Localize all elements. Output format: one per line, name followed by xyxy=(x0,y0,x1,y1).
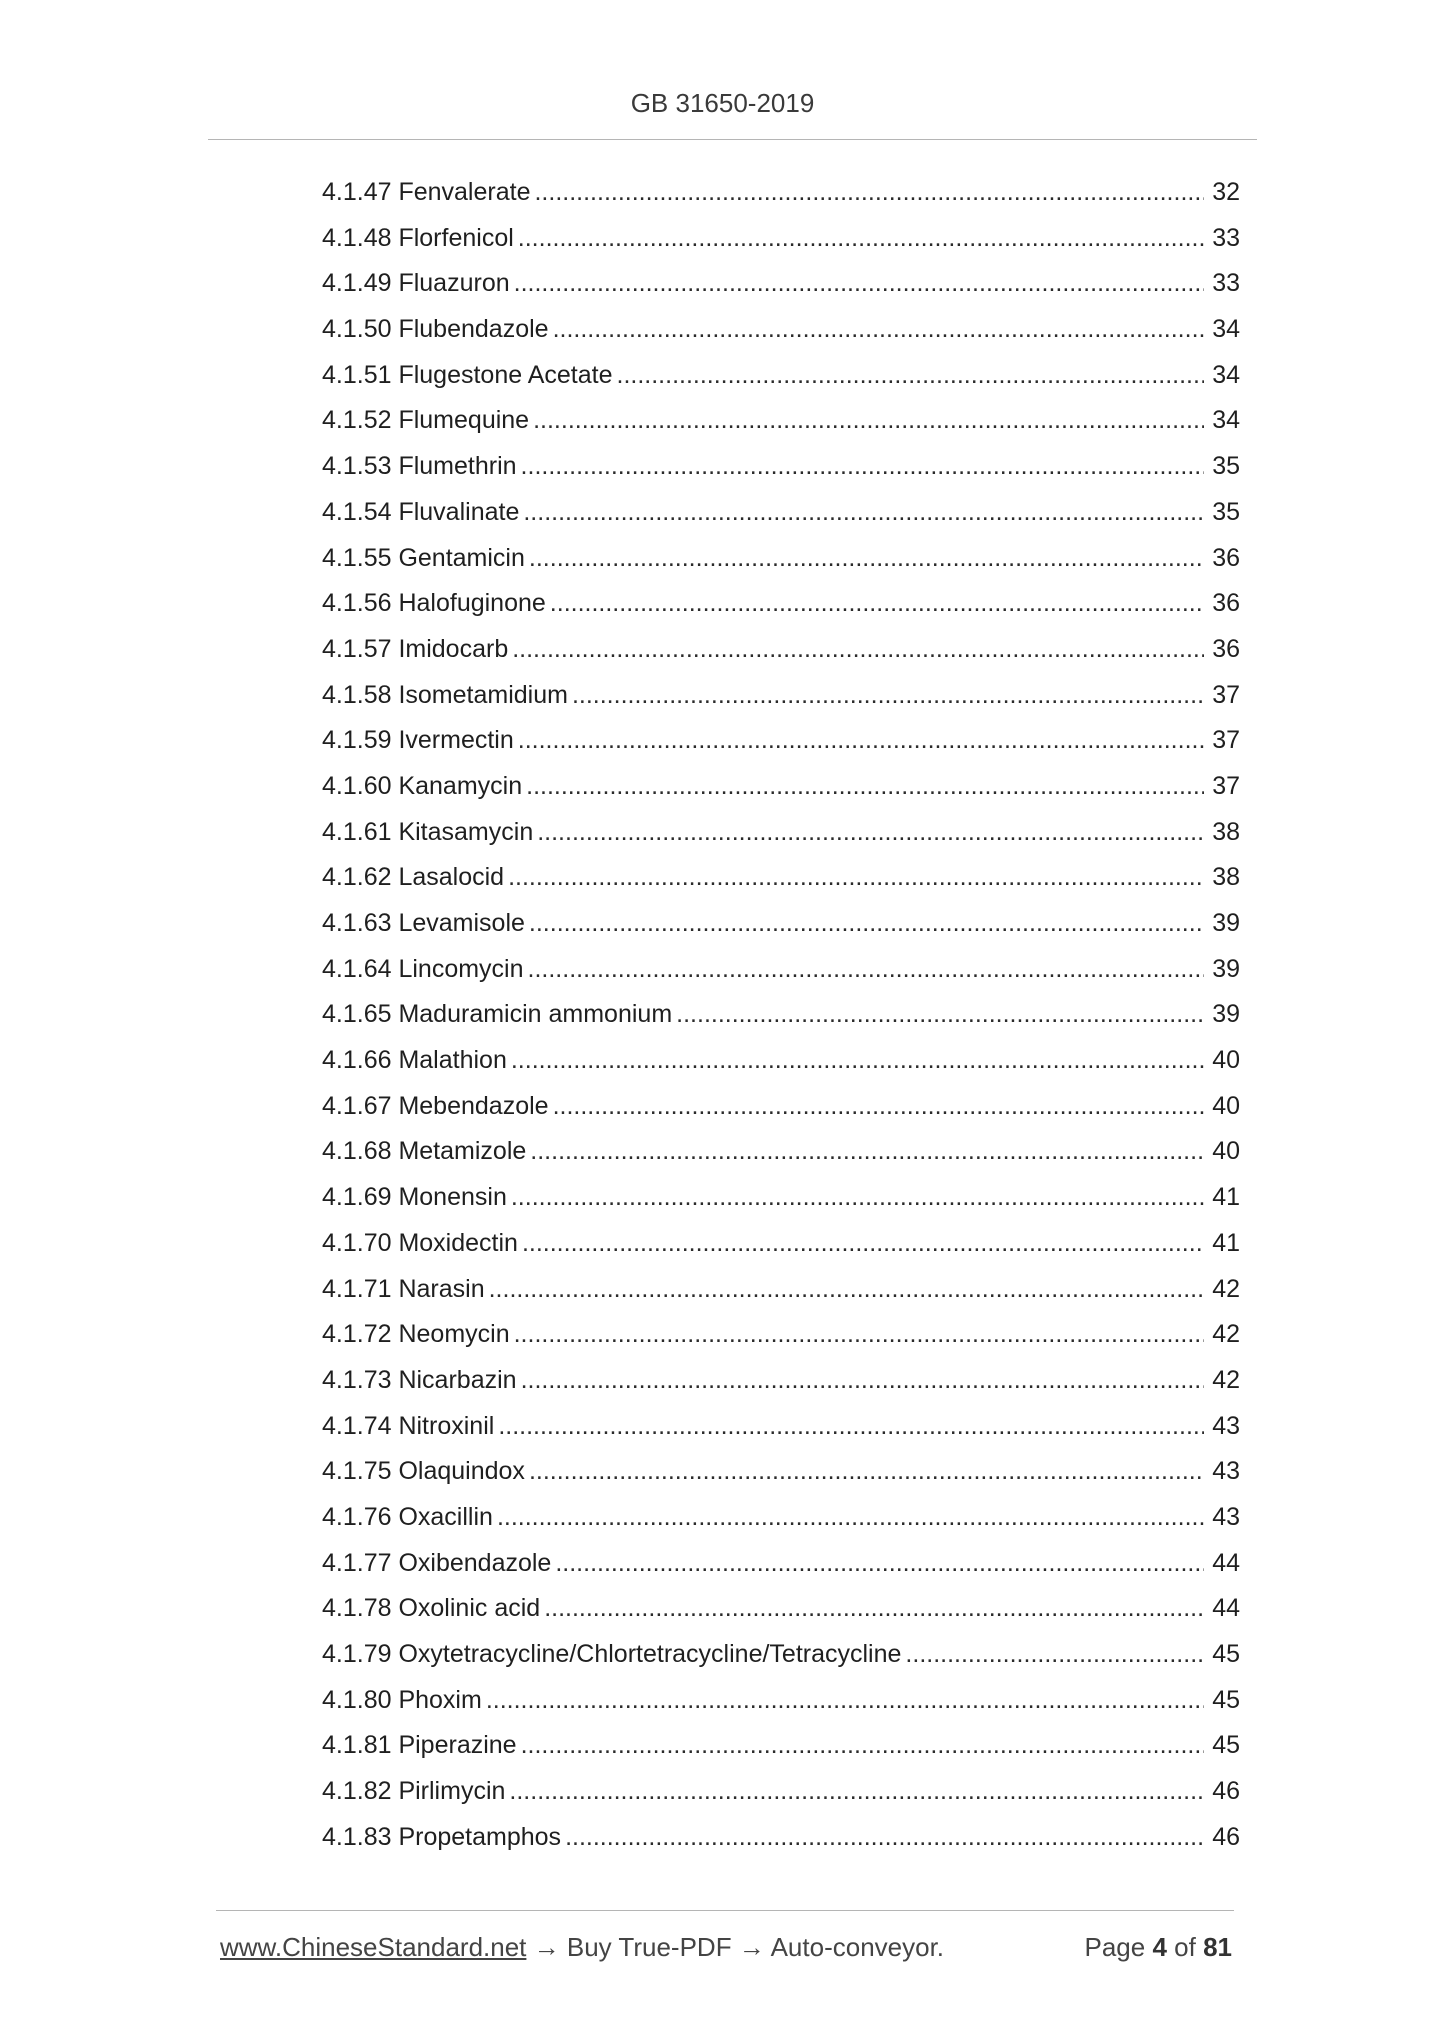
toc-entry[interactable] xyxy=(322,216,1240,262)
toc-entry-page: 46 xyxy=(1212,1777,1240,1806)
toc-leader-dots xyxy=(521,1723,1204,1769)
toc-entry[interactable] xyxy=(322,627,1240,673)
toc-entry[interactable] xyxy=(322,1723,1240,1769)
toc-leader-dots xyxy=(565,1815,1204,1861)
toc-entry-label: 4.1.79 Oxytetracycline/Chlortetracycline/Tetracycline xyxy=(322,1640,902,1668)
toc-entry[interactable] xyxy=(322,307,1240,353)
toc-entry[interactable] xyxy=(322,1404,1240,1450)
toc-leader-dots xyxy=(533,398,1204,444)
toc-entry[interactable] xyxy=(322,1358,1240,1404)
toc-leader-dots xyxy=(518,718,1204,764)
toc-entry-label: 4.1.59 Ivermectin xyxy=(322,726,514,755)
footer-source xyxy=(220,1932,944,1963)
toc-entry-label: 4.1.52 Flumequine xyxy=(322,406,530,435)
website-link[interactable]: www.ChineseStandard.net xyxy=(220,1932,527,1962)
toc-leader-dots xyxy=(572,673,1204,719)
toc-entry-label: 4.1.74 Nitroxinil xyxy=(322,1411,495,1440)
toc-leader-dots xyxy=(553,307,1204,353)
toc-entry[interactable] xyxy=(322,1632,1240,1678)
toc-leader-dots xyxy=(514,261,1204,307)
toc-leader-dots xyxy=(530,1129,1204,1175)
toc-entry-label: 4.1.71 Narasin xyxy=(322,1274,485,1303)
toc-entry-label: 4.1.69 Monensin xyxy=(322,1183,507,1212)
header-divider xyxy=(208,139,1257,140)
toc-entry[interactable] xyxy=(322,718,1240,764)
toc-entry-label: 4.1.76 Oxacillin xyxy=(322,1502,493,1531)
toc-entry-page: 37 xyxy=(1212,726,1240,755)
toc-entry-page: 35 xyxy=(1212,452,1240,481)
toc-entry-label: 4.1.50 Flubendazole xyxy=(322,315,549,344)
toc-entry-label: 4.1.67 Mebendazole xyxy=(322,1091,549,1120)
toc-entry[interactable] xyxy=(322,1449,1240,1495)
toc-leader-dots xyxy=(555,1541,1204,1587)
toc-entry[interactable] xyxy=(322,1815,1240,1861)
toc-leader-dots xyxy=(521,444,1204,490)
toc-entry-label: 4.1.77 Oxibendazole xyxy=(322,1548,552,1577)
page-of: of xyxy=(1174,1932,1196,1962)
toc-entry-page: 40 xyxy=(1212,1046,1240,1075)
page-total: 81 xyxy=(1203,1932,1232,1962)
toc-leader-dots xyxy=(522,1221,1204,1267)
toc-entry-page: 40 xyxy=(1212,1091,1240,1120)
toc-leader-dots xyxy=(550,581,1204,627)
toc-entry-page: 45 xyxy=(1212,1640,1240,1668)
toc-entry-label: 4.1.80 Phoxim xyxy=(322,1685,482,1714)
toc-leader-dots xyxy=(486,1678,1204,1724)
toc-entry[interactable] xyxy=(322,673,1240,719)
footer-divider xyxy=(216,1910,1234,1911)
toc-entry-page: 46 xyxy=(1212,1822,1240,1851)
toc-entry-label: 4.1.68 Metamizole xyxy=(322,1137,527,1166)
toc-entry-page: 33 xyxy=(1212,269,1240,298)
toc-entry[interactable] xyxy=(322,1267,1240,1313)
toc-entry[interactable] xyxy=(322,581,1240,627)
toc-leader-dots xyxy=(514,1312,1204,1358)
toc-entry-page: 38 xyxy=(1212,817,1240,846)
toc-entry-page: 42 xyxy=(1212,1274,1240,1303)
toc-leader-dots xyxy=(509,1769,1204,1815)
toc-entry[interactable] xyxy=(322,1678,1240,1724)
toc-entry-label: 4.1.65 Maduramicin ammonium xyxy=(322,1000,673,1029)
toc-leader-dots xyxy=(617,353,1205,399)
toc-entry-label: 4.1.58 Isometamidium xyxy=(322,680,568,709)
toc-leader-dots xyxy=(529,536,1204,582)
toc-entry[interactable] xyxy=(322,764,1240,810)
toc-leader-dots xyxy=(498,1404,1204,1450)
toc-entry[interactable] xyxy=(322,1769,1240,1815)
toc-entry[interactable] xyxy=(322,810,1240,856)
toc-entry-label: 4.1.72 Neomycin xyxy=(322,1320,510,1349)
toc-entry-page: 32 xyxy=(1212,178,1240,206)
toc-entry[interactable] xyxy=(322,947,1240,993)
toc-entry[interactable] xyxy=(322,1129,1240,1175)
page-footer xyxy=(220,1932,1232,1963)
page-indicator xyxy=(1084,1932,1232,1963)
toc-entry-page: 41 xyxy=(1212,1183,1240,1212)
toc-entry-label: 4.1.62 Lasalocid xyxy=(322,863,505,892)
toc-entry-label: 4.1.57 Imidocarb xyxy=(322,634,509,663)
toc-leader-dots xyxy=(518,216,1204,262)
toc-entry[interactable] xyxy=(322,261,1240,307)
toc-entry-label: 4.1.81 Piperazine xyxy=(322,1731,517,1760)
toc-entry-page: 44 xyxy=(1212,1548,1240,1577)
toc-entry-label: 4.1.64 Lincomycin xyxy=(322,954,524,983)
page-prefix: Page xyxy=(1084,1932,1146,1962)
toc-entry-page: 35 xyxy=(1212,497,1240,526)
toc-entry-page: 33 xyxy=(1212,223,1240,252)
toc-entry[interactable] xyxy=(322,855,1240,901)
toc-entry-page: 43 xyxy=(1212,1502,1240,1531)
toc-entry-label: 4.1.47 Fenvalerate xyxy=(322,178,531,206)
toc-entry[interactable] xyxy=(322,1038,1240,1084)
toc-entry-label: 4.1.63 Levamisole xyxy=(322,909,525,937)
toc-entry-page: 39 xyxy=(1212,954,1240,983)
toc-leader-dots xyxy=(508,855,1204,901)
toc-entry-label: 4.1.70 Moxidectin xyxy=(322,1228,518,1257)
toc-leader-dots xyxy=(553,1084,1204,1130)
toc-entry[interactable] xyxy=(322,490,1240,536)
toc-entry-page: 36 xyxy=(1212,543,1240,572)
page-current: 4 xyxy=(1152,1932,1167,1962)
footer-tagline: → Buy True-PDF → Auto-conveyor. xyxy=(533,1932,945,1962)
toc-leader-dots xyxy=(529,901,1204,947)
toc-entry-label: 4.1.60 Kanamycin xyxy=(322,771,523,800)
toc-entry-label: 4.1.73 Nicarbazin xyxy=(322,1365,517,1394)
toc-entry-label: 4.1.49 Fluazuron xyxy=(322,269,510,298)
toc-entry-page: 39 xyxy=(1212,909,1240,937)
toc-entry-page: 43 xyxy=(1212,1411,1240,1440)
toc-entry-label: 4.1.48 Florfenicol xyxy=(322,223,514,252)
toc-entry-label: 4.1.82 Pirlimycin xyxy=(322,1777,506,1806)
toc-entry[interactable] xyxy=(322,1084,1240,1130)
toc-entry[interactable] xyxy=(322,901,1240,947)
table-of-contents xyxy=(322,170,1240,1860)
toc-leader-dots xyxy=(676,992,1204,1038)
toc-entry-label: 4.1.54 Fluvalinate xyxy=(322,497,520,526)
toc-entry[interactable] xyxy=(322,1495,1240,1541)
toc-leader-dots xyxy=(905,1632,1204,1678)
toc-entry-page: 36 xyxy=(1212,634,1240,663)
toc-leader-dots xyxy=(512,627,1204,673)
toc-entry[interactable] xyxy=(322,1312,1240,1358)
toc-leader-dots xyxy=(529,1449,1204,1495)
document-header: GB 31650-2019 xyxy=(630,88,815,118)
toc-entry-page: 42 xyxy=(1212,1365,1240,1394)
toc-entry[interactable] xyxy=(322,170,1240,216)
toc-leader-dots xyxy=(511,1175,1204,1221)
toc-leader-dots xyxy=(537,810,1204,856)
toc-entry-page: 40 xyxy=(1212,1137,1240,1166)
toc-entry-page: 44 xyxy=(1212,1594,1240,1623)
toc-entry-label: 4.1.53 Flumethrin xyxy=(322,452,517,481)
toc-entry-page: 37 xyxy=(1212,771,1240,800)
toc-entry-page: 45 xyxy=(1212,1731,1240,1760)
toc-entry-label: 4.1.61 Kitasamycin xyxy=(322,817,534,846)
toc-leader-dots xyxy=(528,947,1204,993)
toc-entry[interactable] xyxy=(322,1175,1240,1221)
toc-entry-page: 45 xyxy=(1212,1685,1240,1714)
toc-entry-page: 34 xyxy=(1212,360,1240,389)
toc-entry[interactable] xyxy=(322,353,1240,399)
toc-entry-page: 38 xyxy=(1212,863,1240,892)
toc-leader-dots xyxy=(544,1586,1204,1632)
toc-leader-dots xyxy=(521,1358,1204,1404)
toc-entry-label: 4.1.66 Malathion xyxy=(322,1046,507,1075)
toc-entry-page: 41 xyxy=(1212,1228,1240,1257)
toc-entry-label: 4.1.55 Gentamicin xyxy=(322,543,525,572)
toc-entry-label: 4.1.51 Flugestone Acetate xyxy=(322,360,613,389)
toc-entry-page: 43 xyxy=(1212,1457,1240,1486)
toc-entry-label: 4.1.83 Propetamphos xyxy=(322,1822,562,1851)
toc-leader-dots xyxy=(489,1267,1204,1313)
toc-entry-page: 34 xyxy=(1212,315,1240,344)
toc-entry[interactable] xyxy=(322,992,1240,1038)
toc-entry-page: 42 xyxy=(1212,1320,1240,1349)
toc-entry[interactable] xyxy=(322,398,1240,444)
toc-entry-page: 37 xyxy=(1212,680,1240,709)
toc-leader-dots xyxy=(534,170,1204,216)
toc-leader-dots xyxy=(511,1038,1204,1084)
toc-leader-dots xyxy=(526,764,1204,810)
toc-entry[interactable] xyxy=(322,444,1240,490)
toc-entry-page: 34 xyxy=(1212,406,1240,435)
toc-entry-label: 4.1.78 Oxolinic acid xyxy=(322,1594,541,1623)
toc-entry[interactable] xyxy=(322,1541,1240,1587)
toc-entry-label: 4.1.56 Halofuginone xyxy=(322,589,546,618)
toc-entry-page: 39 xyxy=(1212,1000,1240,1029)
toc-leader-dots xyxy=(523,490,1204,536)
toc-entry[interactable] xyxy=(322,536,1240,582)
toc-entry[interactable] xyxy=(322,1586,1240,1632)
toc-leader-dots xyxy=(497,1495,1204,1541)
toc-entry-page: 36 xyxy=(1212,589,1240,618)
toc-entry[interactable] xyxy=(322,1221,1240,1267)
toc-entry-label: 4.1.75 Olaquindox xyxy=(322,1457,525,1486)
